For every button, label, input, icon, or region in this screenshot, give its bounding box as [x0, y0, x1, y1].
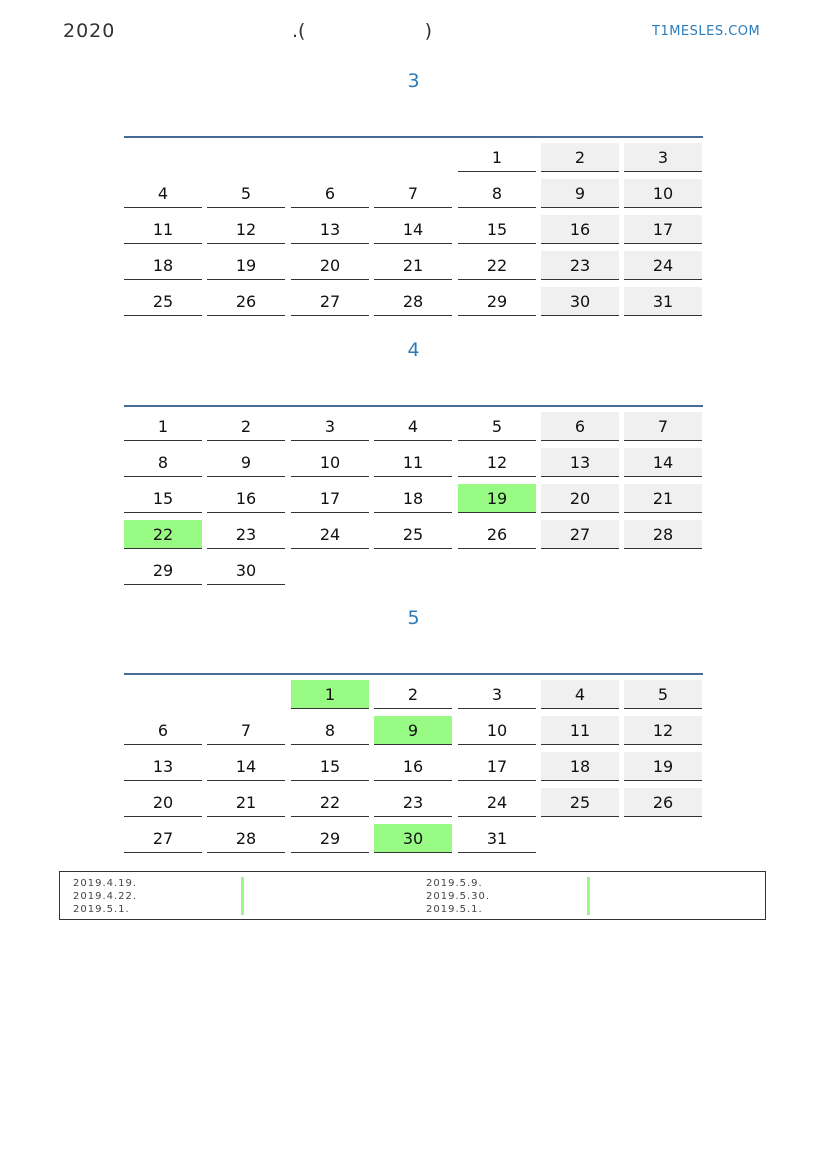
week-row — [124, 408, 703, 444]
holiday-day-cell: 19 — [458, 484, 536, 513]
weekend-day-cell: 18 — [541, 752, 619, 781]
holiday-notes-box — [59, 871, 766, 920]
empty-day-cell — [207, 680, 285, 709]
month-grid — [124, 676, 703, 856]
day-cell: 20 — [124, 788, 202, 817]
day-cell: 5 — [207, 179, 285, 208]
day-cell: 25 — [374, 520, 452, 549]
day-cell: 15 — [458, 215, 536, 244]
week-row — [124, 139, 703, 175]
weekend-day-cell: 26 — [624, 788, 702, 817]
empty-day-cell — [374, 143, 452, 172]
day-cell: 11 — [374, 448, 452, 477]
month-title: 3 — [407, 70, 420, 92]
empty-day-cell — [624, 556, 702, 585]
day-cell: 12 — [458, 448, 536, 477]
day-cell: 24 — [458, 788, 536, 817]
weekend-day-cell: 25 — [541, 788, 619, 817]
weekend-day-cell: 5 — [624, 680, 702, 709]
holiday-day-cell: 30 — [374, 824, 452, 853]
empty-day-cell — [541, 556, 619, 585]
empty-day-cell — [124, 680, 202, 709]
month-title: 5 — [407, 607, 420, 629]
month-header-rule — [124, 405, 703, 407]
notes-left-column — [73, 877, 137, 916]
day-cell: 14 — [374, 215, 452, 244]
weekend-day-cell: 9 — [541, 179, 619, 208]
day-cell: 8 — [458, 179, 536, 208]
day-cell: 9 — [207, 448, 285, 477]
paren-close: ) — [424, 20, 432, 42]
weekend-day-cell: 2 — [541, 143, 619, 172]
weekend-day-cell: 16 — [541, 215, 619, 244]
week-row — [124, 820, 703, 856]
day-cell: 23 — [207, 520, 285, 549]
weekend-day-cell: 31 — [624, 287, 702, 316]
weekend-day-cell: 3 — [624, 143, 702, 172]
day-cell: 7 — [374, 179, 452, 208]
note-entry: 2019.4.19. — [73, 878, 138, 889]
weekend-day-cell: 27 — [541, 520, 619, 549]
day-cell: 26 — [458, 520, 536, 549]
week-row — [124, 247, 703, 283]
day-cell: 29 — [458, 287, 536, 316]
weekend-day-cell: 10 — [624, 179, 702, 208]
day-cell: 1 — [124, 412, 202, 441]
weekend-day-cell: 19 — [624, 752, 702, 781]
day-cell: 8 — [291, 716, 369, 745]
day-cell: 13 — [291, 215, 369, 244]
empty-day-cell — [207, 143, 285, 172]
empty-day-cell — [291, 556, 369, 585]
notes-right-column — [426, 877, 490, 916]
week-row — [124, 784, 703, 820]
day-cell: 14 — [207, 752, 285, 781]
holiday-color-marker — [241, 877, 244, 915]
month-grid — [124, 139, 703, 319]
weekend-day-cell: 14 — [624, 448, 702, 477]
empty-day-cell — [124, 143, 202, 172]
weekend-day-cell: 24 — [624, 251, 702, 280]
empty-day-cell — [291, 143, 369, 172]
day-cell: 1 — [458, 143, 536, 172]
day-cell: 5 — [458, 412, 536, 441]
week-row — [124, 211, 703, 247]
day-cell: 2 — [374, 680, 452, 709]
day-cell: 15 — [124, 484, 202, 513]
day-cell: 10 — [458, 716, 536, 745]
day-cell: 22 — [291, 788, 369, 817]
day-cell: 29 — [291, 824, 369, 853]
note-entry: 2019.4.22. — [73, 891, 138, 902]
day-cell: 20 — [291, 251, 369, 280]
weekend-day-cell: 13 — [541, 448, 619, 477]
day-cell: 26 — [207, 287, 285, 316]
weekend-day-cell: 4 — [541, 680, 619, 709]
day-cell: 6 — [291, 179, 369, 208]
day-cell: 25 — [124, 287, 202, 316]
week-row — [124, 676, 703, 712]
day-cell: 16 — [207, 484, 285, 513]
empty-day-cell — [541, 824, 619, 853]
day-cell: 3 — [291, 412, 369, 441]
day-cell: 28 — [374, 287, 452, 316]
month-header-rule — [124, 136, 703, 138]
weekend-day-cell: 7 — [624, 412, 702, 441]
empty-day-cell — [458, 556, 536, 585]
day-cell: 17 — [458, 752, 536, 781]
day-cell: 24 — [291, 520, 369, 549]
weekend-day-cell: 17 — [624, 215, 702, 244]
day-cell: 4 — [124, 179, 202, 208]
weekend-day-cell: 21 — [624, 484, 702, 513]
month-grid — [124, 408, 703, 588]
day-cell: 17 — [291, 484, 369, 513]
day-cell: 18 — [374, 484, 452, 513]
empty-day-cell — [624, 824, 702, 853]
week-row — [124, 516, 703, 552]
day-cell: 27 — [124, 824, 202, 853]
paren-open: .( — [292, 20, 306, 42]
week-row — [124, 748, 703, 784]
holiday-day-cell: 22 — [124, 520, 202, 549]
week-row — [124, 175, 703, 211]
weekend-day-cell: 11 — [541, 716, 619, 745]
note-entry: 2019.5.1. — [426, 904, 483, 915]
day-cell: 13 — [124, 752, 202, 781]
week-row — [124, 444, 703, 480]
brand-link[interactable]: T1MESLES.COM — [652, 24, 761, 39]
year-label: 2020 — [63, 20, 116, 42]
holiday-color-marker — [587, 877, 590, 915]
day-cell: 3 — [458, 680, 536, 709]
day-cell: 11 — [124, 215, 202, 244]
weekend-day-cell: 6 — [541, 412, 619, 441]
day-cell: 22 — [458, 251, 536, 280]
holiday-day-cell: 9 — [374, 716, 452, 745]
week-row — [124, 480, 703, 516]
day-cell: 19 — [207, 251, 285, 280]
holiday-day-cell: 1 — [291, 680, 369, 709]
weekend-day-cell: 23 — [541, 251, 619, 280]
day-cell: 7 — [207, 716, 285, 745]
weekend-day-cell: 20 — [541, 484, 619, 513]
note-entry: 2019.5.1. — [73, 904, 130, 915]
day-cell: 12 — [207, 215, 285, 244]
note-entry: 2019.5.9. — [426, 878, 483, 889]
week-row — [124, 552, 703, 588]
weekend-day-cell: 30 — [541, 287, 619, 316]
empty-day-cell — [374, 556, 452, 585]
day-cell: 10 — [291, 448, 369, 477]
day-cell: 18 — [124, 251, 202, 280]
day-cell: 21 — [374, 251, 452, 280]
month-title: 4 — [407, 339, 420, 361]
day-cell: 23 — [374, 788, 452, 817]
week-row — [124, 283, 703, 319]
day-cell: 16 — [374, 752, 452, 781]
day-cell: 29 — [124, 556, 202, 585]
day-cell: 21 — [207, 788, 285, 817]
weekend-day-cell: 28 — [624, 520, 702, 549]
day-cell: 27 — [291, 287, 369, 316]
weekend-day-cell: 12 — [624, 716, 702, 745]
title-parentheses — [292, 20, 432, 42]
day-cell: 15 — [291, 752, 369, 781]
note-entry: 2019.5.30. — [426, 891, 491, 902]
day-cell: 4 — [374, 412, 452, 441]
day-cell: 2 — [207, 412, 285, 441]
day-cell: 6 — [124, 716, 202, 745]
day-cell: 8 — [124, 448, 202, 477]
day-cell: 31 — [458, 824, 536, 853]
month-header-rule — [124, 673, 703, 675]
day-cell: 30 — [207, 556, 285, 585]
day-cell: 28 — [207, 824, 285, 853]
page-header — [0, 0, 827, 60]
week-row — [124, 712, 703, 748]
